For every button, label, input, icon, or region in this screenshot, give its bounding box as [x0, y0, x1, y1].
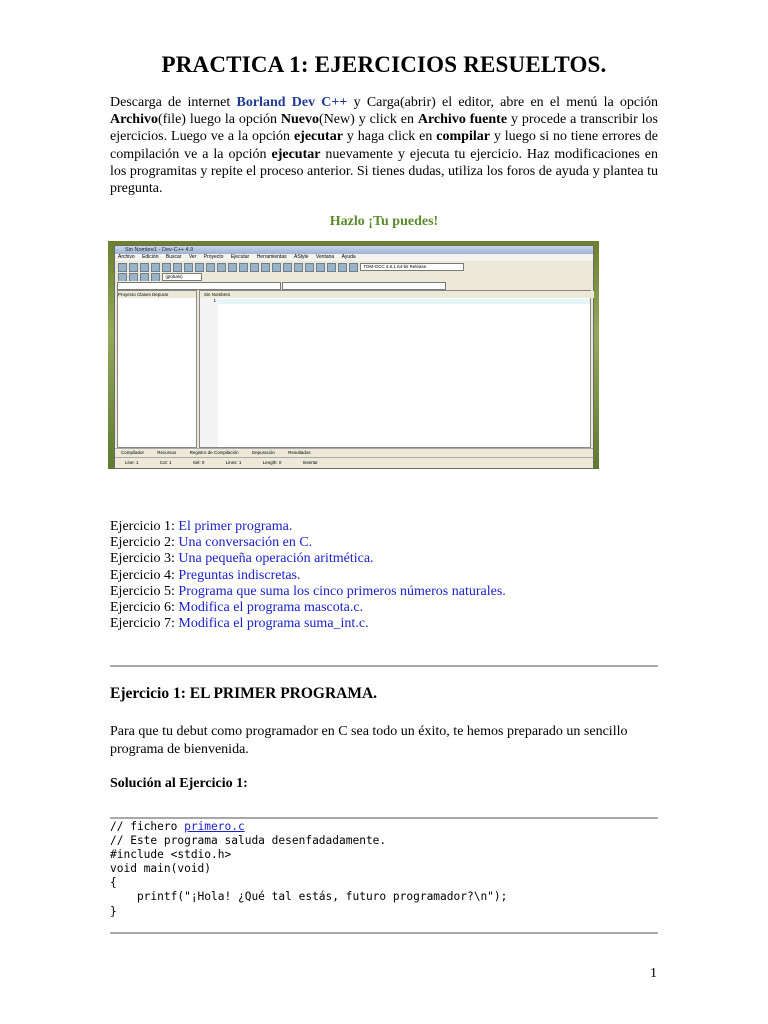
menu-item: Ver: [188, 254, 197, 260]
menu-item: Ayuda: [341, 254, 356, 260]
code-block: // fichero primero.c // Este programa saluda desenfadadamente. #include <stdio.h> void main(void) { printf("¡Hola! ¿Qué tal estás, futuro programador?\n"); }: [110, 820, 508, 918]
debug-icon: [338, 263, 347, 272]
save-icon: [140, 263, 149, 272]
menu-item: Ventana: [315, 254, 335, 260]
list-item: Ejercicio 3: Una pequeña operación aritmética.: [110, 551, 374, 567]
solution-heading: Solución al Ejercicio 1:: [110, 776, 248, 791]
list-item: Ejercicio 2: Una conversación en C.: [110, 535, 313, 551]
exercise-link[interactable]: Una conversación en C.: [178, 535, 313, 551]
save-all-icon: [151, 263, 160, 272]
new-icon: [118, 263, 127, 272]
menu-item: Edición: [142, 254, 159, 260]
menu-item: Archivo: [118, 254, 135, 260]
tab-registro: Registro de Compilación: [189, 450, 239, 455]
menu-item: Ejecutar: [230, 254, 250, 260]
exercise-link[interactable]: Modifica el programa suma_int.c.: [178, 616, 369, 632]
scope-select: (globals): [162, 273, 202, 281]
menu-item: AStyle: [294, 254, 309, 260]
intro-paragraph: Descarga de internet Borland Dev C++ y Carga(abrir) el editor, abre en el menú la opción Archivo(file) luego la opción Nuevo(New) y click en Archivo fuente y procede a transcribir los ejercicios. Luego ve a la opción ejecutar y haga click en compilar y luego si no tiene errores de compilación ve a la opción ejecutar nuevamente y ejecuta tu ejercicio. Haz modificaciones en los programitas y repite el proceso anterior. Si tienes dudas, utiliza los foros de ayuda y plantea tu pregunta.: [110, 95, 659, 197]
function-select: [282, 282, 446, 290]
indent-icon: [228, 263, 237, 272]
page-title: PRACTICA 1: EJERCICIOS RESUELTOS.: [161, 52, 607, 77]
current-line-highlight: [218, 299, 590, 304]
section-paragraph: Para que tu debut como programador en C sea todo un éxito, te hemos preparado un sencillo programa de bienvenida.: [110, 724, 628, 757]
stop-icon: [327, 263, 336, 272]
code-top-divider: [110, 817, 658, 819]
devcpp-screenshot: [108, 241, 599, 469]
exercise-link[interactable]: Una pequeña operación aritmética.: [178, 551, 374, 567]
compiler-select: TDM-GCC 4.6.1 64-bit Release: [360, 263, 464, 271]
open-icon: [129, 263, 138, 272]
exercise-link[interactable]: Preguntas indiscretas.: [178, 567, 301, 583]
list-item: Ejercicio 5: Programa que suma los cinco primeros números naturales.: [110, 583, 506, 599]
print-icon: [173, 263, 182, 272]
menu-bar: [115, 254, 593, 261]
list-item: Ejercicio 1: El primer programa.: [110, 519, 293, 534]
compile-run-icon: [294, 263, 303, 272]
tab-resultados: Resultados: [288, 450, 311, 455]
project-tabs: [118, 291, 196, 298]
check-icon: [316, 263, 325, 272]
toolbar-row-3: [117, 281, 591, 290]
replace-icon: [217, 263, 226, 272]
tab-depurar: Depurar: [152, 292, 169, 297]
tab-depuracion: Depuración: [251, 450, 275, 455]
borland-link-text: Borland Dev C++: [236, 95, 348, 110]
profile-icon: [349, 263, 358, 272]
editor-tab: Sin Nombre1: [200, 291, 594, 298]
tab-recursos: Recursos: [157, 450, 177, 455]
goto-icon: [261, 263, 270, 272]
toolbar-row-2: [117, 272, 591, 281]
code-bottom-divider: [110, 932, 658, 934]
tab-proyecto: Proyecto: [118, 292, 136, 297]
rebuild-icon: [305, 263, 314, 272]
page-number: 1: [650, 966, 657, 981]
menu-item: Proyecto: [203, 254, 224, 260]
unindent-icon: [239, 263, 248, 272]
ide-window: [114, 245, 594, 469]
code-editor: [199, 290, 591, 448]
window-titlebar: Sin Nombre1 - Dev-C++ 4.9: [115, 246, 593, 254]
bookmark-icon: [250, 263, 259, 272]
status-bar: Line: 1 Col: 1 Sel: 0 Lines: 1 Length: 0 Insertar: [115, 457, 593, 468]
line-gutter: 1: [200, 298, 218, 447]
compile-icon: [272, 263, 281, 272]
encouragement-text: Hazlo ¡Tu puedes!: [329, 214, 439, 229]
exercise-link[interactable]: El primer programa.: [178, 519, 293, 534]
undo-icon: [184, 263, 193, 272]
exercise-list: [110, 519, 506, 632]
section-heading: Ejercicio 1: EL PRIMER PROGRAMA.: [110, 685, 378, 702]
tab-clases: Clases: [137, 292, 151, 297]
list-item: Ejercicio 4: Preguntas indiscretas.: [110, 567, 301, 583]
file-link[interactable]: primero.c: [184, 820, 245, 833]
exercise-link[interactable]: Programa que suma los cinco primeros números naturales.: [178, 583, 506, 599]
menu-item: Herramientas: [256, 254, 287, 260]
tab-compilador: Compilador: [121, 450, 145, 455]
project-pane: [117, 290, 197, 448]
close-icon: [162, 263, 171, 272]
run-icon: [283, 263, 292, 272]
exercise-link[interactable]: Modifica el programa mascota.c.: [178, 600, 364, 616]
output-tabs: [115, 448, 593, 457]
toolbar-row-1: [117, 262, 591, 271]
divider: [110, 665, 658, 667]
list-item: Ejercicio 7: Modifica el programa suma_int.c.: [110, 616, 369, 632]
menu-item: Buscar: [165, 254, 182, 260]
redo-icon: [195, 263, 204, 272]
class-select: [117, 282, 281, 290]
find-icon: [206, 263, 215, 272]
list-item: Ejercicio 6: Modifica el programa mascota.c.: [110, 600, 364, 616]
